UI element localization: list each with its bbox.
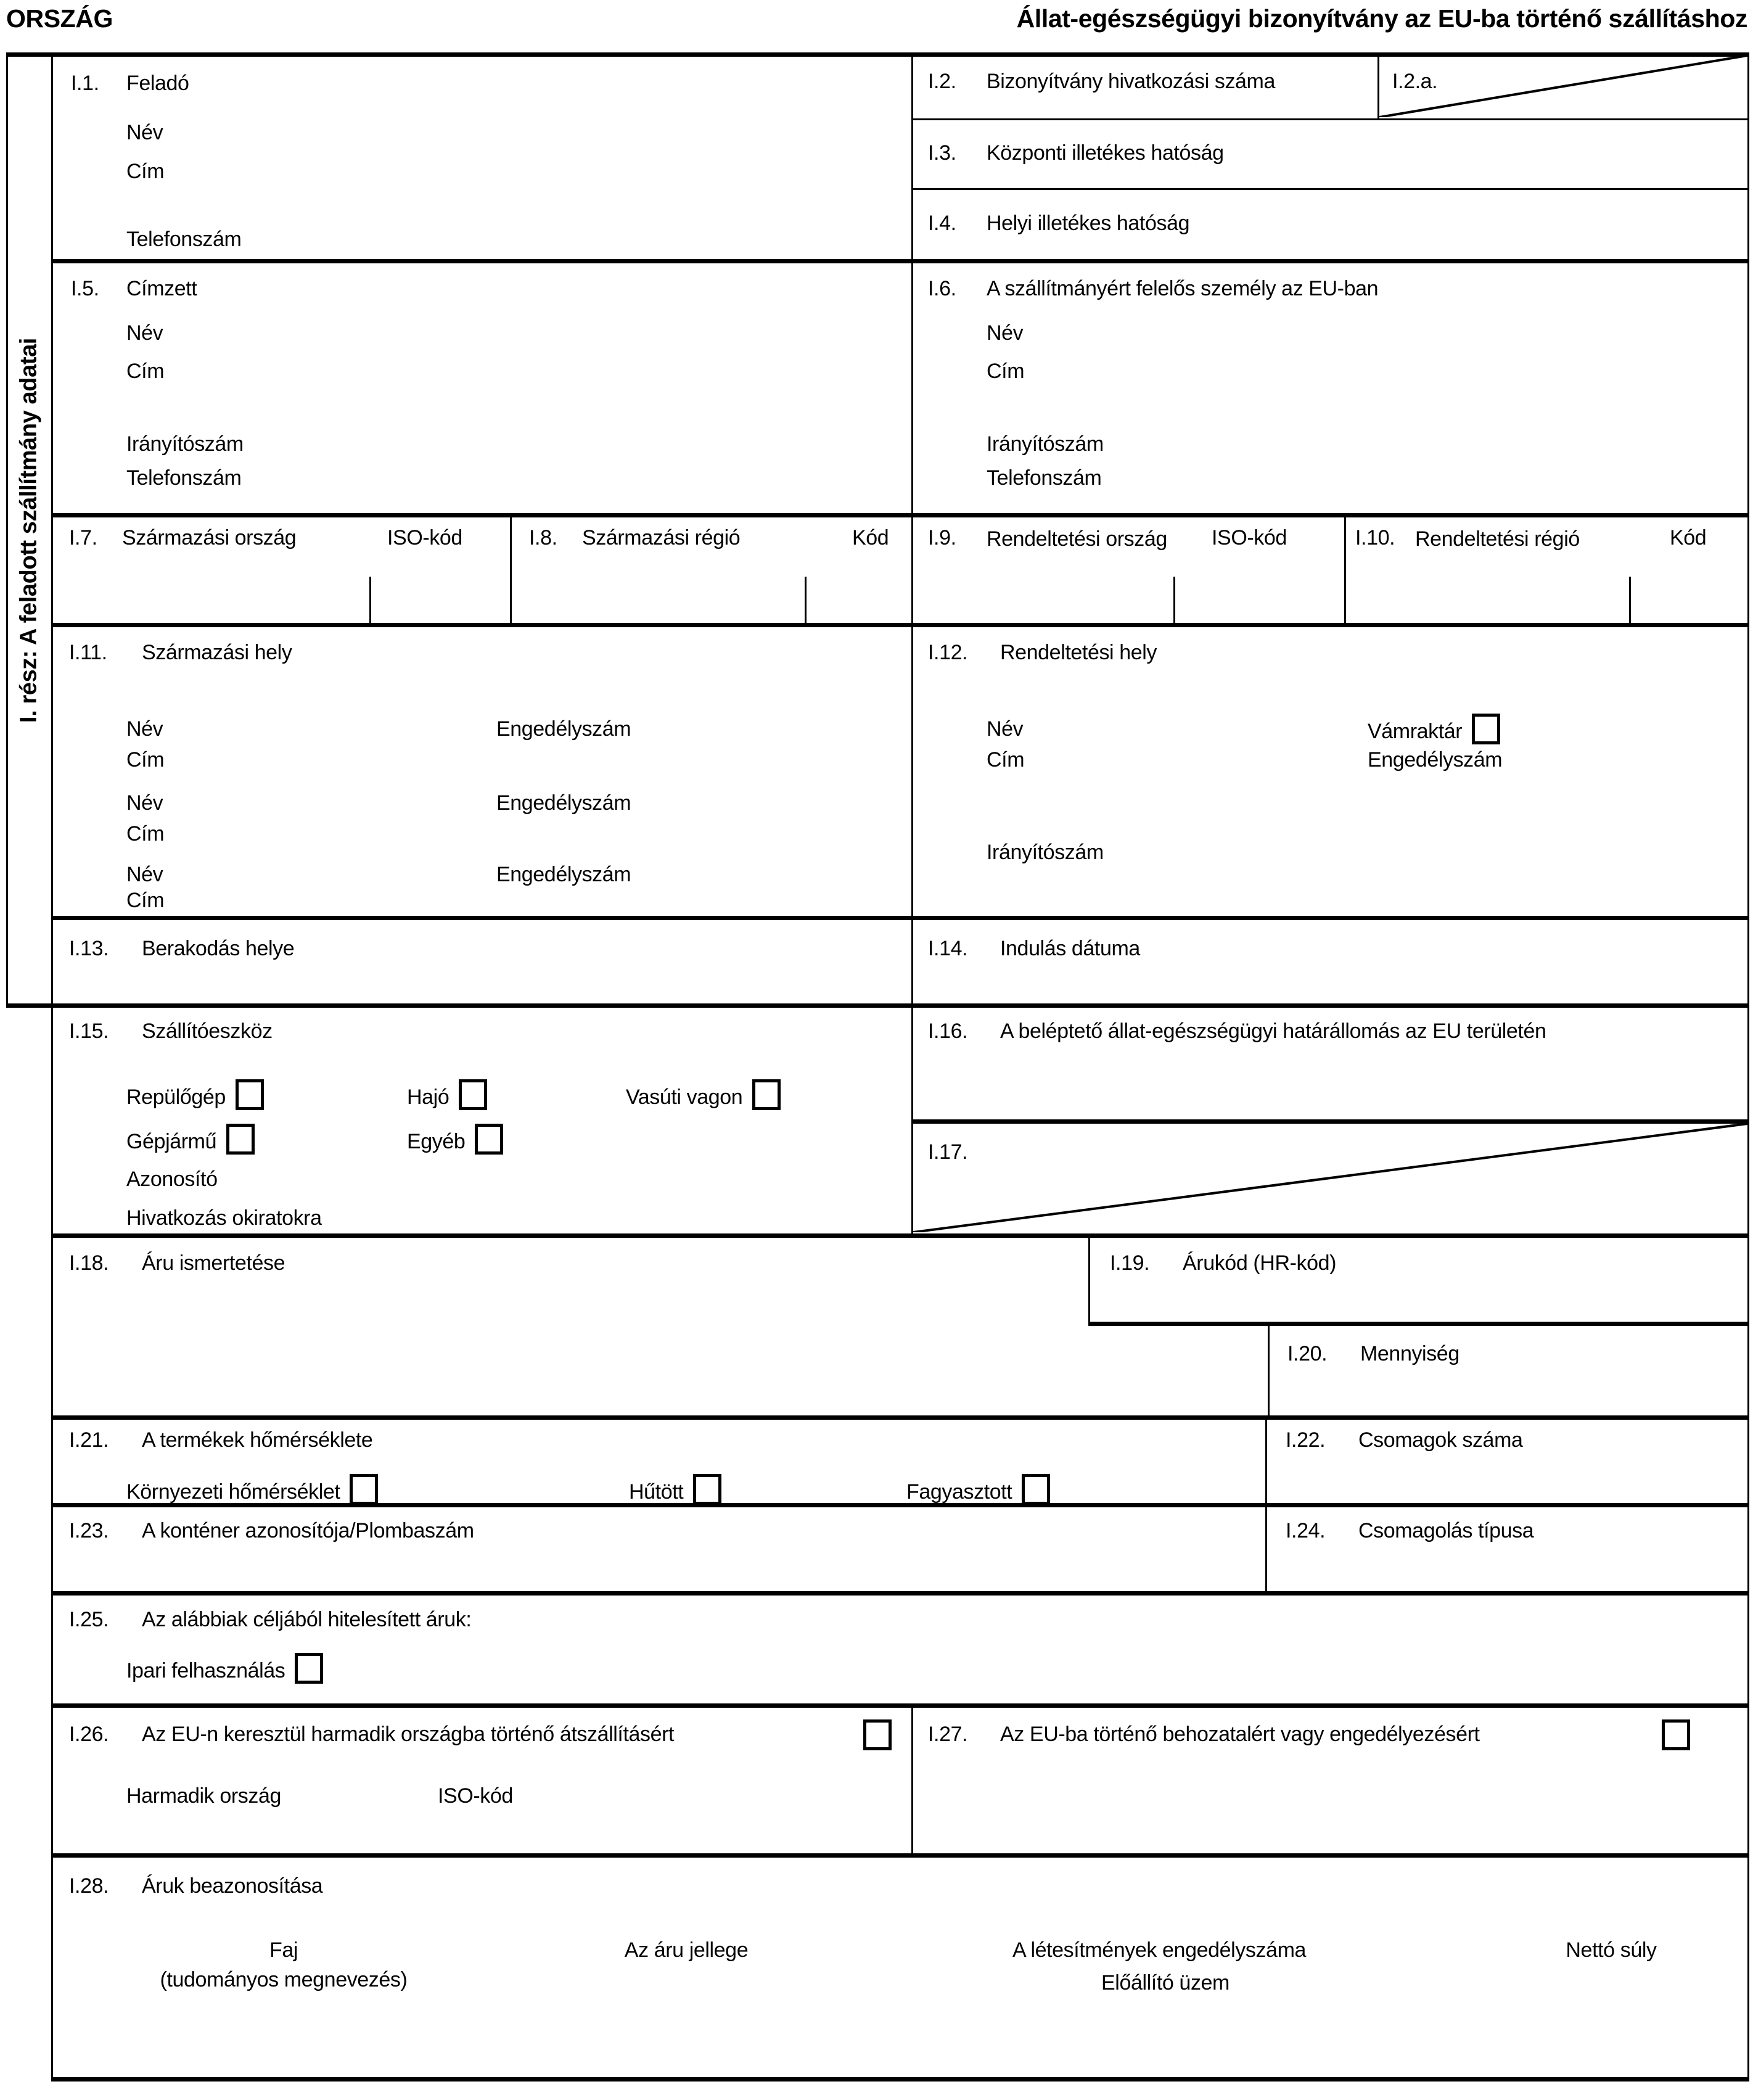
field-i6-label: A szállítmányért felelős személy az EU-ban <box>987 277 1379 300</box>
divider <box>51 1591 1747 1596</box>
divider <box>1344 513 1346 623</box>
field-i7-label: Származási ország <box>122 526 297 550</box>
field-i8-number: I.8. <box>529 526 557 550</box>
field-i21-label: A termékek hőmérséklete <box>142 1428 373 1452</box>
field-i1-number: I.1. <box>71 72 99 95</box>
field-i14-number: I.14. <box>928 937 968 960</box>
field-i11-number: I.11. <box>69 641 107 664</box>
field-i14-label: Indulás dátuma <box>1000 937 1140 960</box>
divider <box>510 513 512 623</box>
field-i10-number: I.10. <box>1355 526 1395 550</box>
field-i23-number: I.23. <box>69 1519 109 1542</box>
i1-phone-label: Telefonszám <box>126 228 242 251</box>
i12-name-label: Név <box>987 717 1024 741</box>
i15-option-vehicle <box>126 1124 255 1155</box>
field-i24-number: I.24. <box>1286 1519 1326 1542</box>
field-i13-number: I.13. <box>69 937 109 960</box>
i28-col-net-weight: Nettó súly <box>1566 1938 1657 1962</box>
checkbox-hutott[interactable] <box>693 1474 721 1505</box>
divider <box>1088 1233 1090 1322</box>
divider <box>911 52 913 1233</box>
i6-name-label: Név <box>987 321 1024 345</box>
i28-col-manufacturing-plant: Előállító üzem <box>1101 1971 1230 1995</box>
i6-postcode-label: Irányítószám <box>987 432 1104 456</box>
checkbox-i27-import[interactable] <box>1662 1719 1690 1750</box>
i6-phone-label: Telefonszám <box>987 466 1102 490</box>
field-i6-number: I.6. <box>928 277 956 300</box>
iso-code-entry-mark <box>1173 577 1175 623</box>
i5-name-label: Név <box>126 321 163 345</box>
field-i7-number: I.7. <box>69 526 97 550</box>
divider <box>51 1853 1747 1858</box>
divider <box>1268 1322 1270 1415</box>
i15-identification-label: Azonosító <box>126 1167 218 1191</box>
field-i9-number: I.9. <box>928 526 956 550</box>
i12-postcode-label: Irányítószám <box>987 841 1104 864</box>
i15-airplane-label: Repülőgép <box>126 1085 226 1109</box>
field-i21-number: I.21. <box>69 1428 109 1452</box>
i11-address-label-2: Cím <box>126 822 165 846</box>
i15-ship-label: Hajó <box>407 1085 450 1109</box>
field-i17-number: I.17. <box>928 1140 968 1164</box>
divider <box>51 52 53 2081</box>
checkbox-repulogep[interactable] <box>236 1079 264 1110</box>
i11-approval-label-3: Engedélyszám <box>496 863 631 886</box>
field-i2a-number: I.2.a. <box>1392 70 1438 93</box>
field-i8-label: Származási régió <box>582 526 741 550</box>
divider <box>911 1119 1747 1124</box>
i15-option-railway <box>626 1079 781 1110</box>
i15-documentary-references-label: Hivatkozás okiratokra <box>126 1206 322 1230</box>
checkbox-gepjarmu[interactable] <box>226 1124 255 1155</box>
field-i12-label: Rendeltetési hely <box>1000 641 1157 664</box>
divider <box>6 1003 1749 1008</box>
divider <box>51 1703 1747 1708</box>
field-i16-label: A beléptető állat-egészségügyi határállomás az EU területén <box>1000 1019 1546 1043</box>
field-i28-number: I.28. <box>69 1874 109 1898</box>
divider <box>51 1233 1747 1238</box>
i15-other-label: Egyéb <box>407 1130 466 1153</box>
i11-name-label-3: Név <box>126 863 163 886</box>
divider <box>911 188 1747 190</box>
divider <box>51 916 1747 920</box>
i8-code-label: Kód <box>852 526 889 550</box>
field-i23-label: A konténer azonosítója/Plombaszám <box>142 1519 474 1542</box>
i12-approval-label: Engedélyszám <box>1368 748 1503 772</box>
field-i22-label: Csomagok száma <box>1358 1428 1523 1452</box>
field-i12-number: I.12. <box>928 641 968 664</box>
code-entry-mark <box>1629 577 1631 623</box>
i11-approval-label-1: Engedélyszám <box>496 717 631 741</box>
divider <box>51 259 1747 263</box>
field-i25-label: Az alábbiak céljából hitelesített áruk: <box>142 1608 472 1631</box>
divider <box>1747 52 1749 2081</box>
i1-address-label: Cím <box>126 160 165 183</box>
checkbox-hajo[interactable] <box>459 1079 487 1110</box>
checkbox-vamraktar[interactable] <box>1472 714 1500 744</box>
field-i10-label: Rendeltetési régió <box>1415 527 1580 551</box>
i5-postcode-label: Irányítószám <box>126 432 244 456</box>
i15-option-ship <box>407 1079 487 1110</box>
field-i22-number: I.22. <box>1286 1428 1326 1452</box>
field-i13-label: Berakodás helye <box>142 937 295 960</box>
i15-vehicle-label: Gépjármű <box>126 1130 217 1153</box>
field-i26-number: I.26. <box>69 1723 109 1746</box>
field-i24-label: Csomagolás típusa <box>1358 1519 1534 1542</box>
i21-chilled-label: Hűtött <box>629 1480 684 1504</box>
field-i4-number: I.4. <box>928 212 956 235</box>
i12-customs-warehouse <box>1368 714 1500 744</box>
i5-phone-label: Telefonszám <box>126 466 242 490</box>
field-i5-number: I.5. <box>71 277 99 300</box>
i11-address-label-3: Cím <box>126 889 165 912</box>
field-i1-label: Feladó <box>126 72 189 95</box>
i7-iso-code-label: ISO-kód <box>387 526 462 550</box>
i26-third-country-label: Harmadik ország <box>126 1784 281 1808</box>
i12-customs-warehouse-label: Vámraktár <box>1368 720 1463 743</box>
i28-col-nature: Az áru jellege <box>624 1938 749 1962</box>
divider <box>51 513 1747 517</box>
i11-name-label-1: Név <box>126 717 163 741</box>
i15-railway-label: Vasúti vagon <box>626 1085 743 1109</box>
i21-option-chilled <box>629 1474 721 1505</box>
code-entry-mark <box>805 577 807 623</box>
field-i19-number: I.19. <box>1110 1251 1150 1275</box>
checkbox-ipari[interactable] <box>295 1653 323 1684</box>
divider <box>911 1703 913 1853</box>
divider <box>1088 1322 1747 1326</box>
iso-code-entry-mark <box>369 577 371 623</box>
page-title: Állat-egészségügyi bizonyítvány az EU-ba történő szállításhoz <box>1016 4 1747 33</box>
field-i4-label: Helyi illetékes hatóság <box>987 212 1190 235</box>
field-i18-number: I.18. <box>69 1251 109 1275</box>
field-i26-label: Az EU-n keresztül harmadik országba történő átszállításért <box>142 1723 675 1746</box>
field-i3-number: I.3. <box>928 141 956 165</box>
i11-approval-label-2: Engedélyszám <box>496 791 631 815</box>
field-i27-number: I.27. <box>928 1723 968 1746</box>
field-i11-label: Származási hely <box>142 641 292 664</box>
field-i27-label: Az EU-ba történő behozatalért vagy engedélyezésért <box>1000 1723 1480 1746</box>
field-i9-label: Rendeltetési ország <box>987 527 1167 551</box>
i25-option-industrial <box>126 1653 323 1684</box>
field-i15-number: I.15. <box>69 1019 109 1043</box>
checkbox-fagyasztott[interactable] <box>1022 1474 1050 1505</box>
i11-name-label-2: Név <box>126 791 163 815</box>
diagonal-strike-i17 <box>913 1124 1747 1232</box>
field-i15-label: Szállítóeszköz <box>142 1019 273 1043</box>
field-i2-label: Bizonyítvány hivatkozási száma <box>987 70 1275 93</box>
divider <box>51 2077 1747 2081</box>
i15-option-other <box>407 1124 503 1155</box>
part-one-sidebar-label: I. rész: A feladott szállítmány adatai <box>15 338 42 723</box>
field-i3-label: Központi illetékes hatóság <box>987 141 1224 165</box>
divider <box>911 118 1747 120</box>
i15-option-airplane <box>126 1079 264 1110</box>
field-i16-number: I.16. <box>928 1019 968 1043</box>
i21-option-frozen <box>906 1474 1050 1505</box>
field-i28-label: Áruk beazonosítása <box>142 1874 323 1898</box>
i1-name-label: Név <box>126 121 163 144</box>
field-i20-number: I.20. <box>1287 1342 1328 1365</box>
field-i20-label: Mennyiség <box>1360 1342 1459 1365</box>
i25-industrial-label: Ipari felhasználás <box>126 1659 285 1682</box>
i28-col-approval-number: A létesítmények engedélyszáma <box>1012 1938 1307 1962</box>
i28-col-species-scientific: (tudományos megnevezés) <box>160 1968 408 1991</box>
i26-iso-code-label: ISO-kód <box>438 1784 513 1808</box>
i9-iso-code-label: ISO-kód <box>1212 526 1287 550</box>
field-i18-label: Áru ismertetése <box>142 1251 285 1275</box>
i10-code-label: Kód <box>1670 526 1707 550</box>
i21-option-ambient <box>126 1474 378 1505</box>
country-heading: ORSZÁG <box>6 4 113 33</box>
i5-address-label: Cím <box>126 360 165 383</box>
field-i25-number: I.25. <box>69 1608 109 1631</box>
field-i19-label: Árukód (HR-kód) <box>1183 1251 1337 1275</box>
i11-address-label-1: Cím <box>126 748 165 772</box>
field-i2-number: I.2. <box>928 70 956 93</box>
i12-address-label: Cím <box>987 748 1025 772</box>
divider <box>51 623 1747 627</box>
checkbox-egyeb[interactable] <box>475 1124 503 1155</box>
divider <box>51 1415 1747 1420</box>
i21-ambient-label: Környezeti hőmérséklet <box>126 1480 340 1504</box>
divider <box>6 52 8 1008</box>
i6-address-label: Cím <box>987 360 1025 383</box>
checkbox-kornyezeti[interactable] <box>350 1474 378 1505</box>
checkbox-i26-transit[interactable] <box>863 1719 892 1750</box>
checkbox-vasuti-vagon[interactable] <box>752 1079 781 1110</box>
i28-col-species: Faj <box>269 1938 298 1962</box>
field-i5-label: Címzett <box>126 277 197 300</box>
i21-frozen-label: Fagyasztott <box>906 1480 1012 1504</box>
